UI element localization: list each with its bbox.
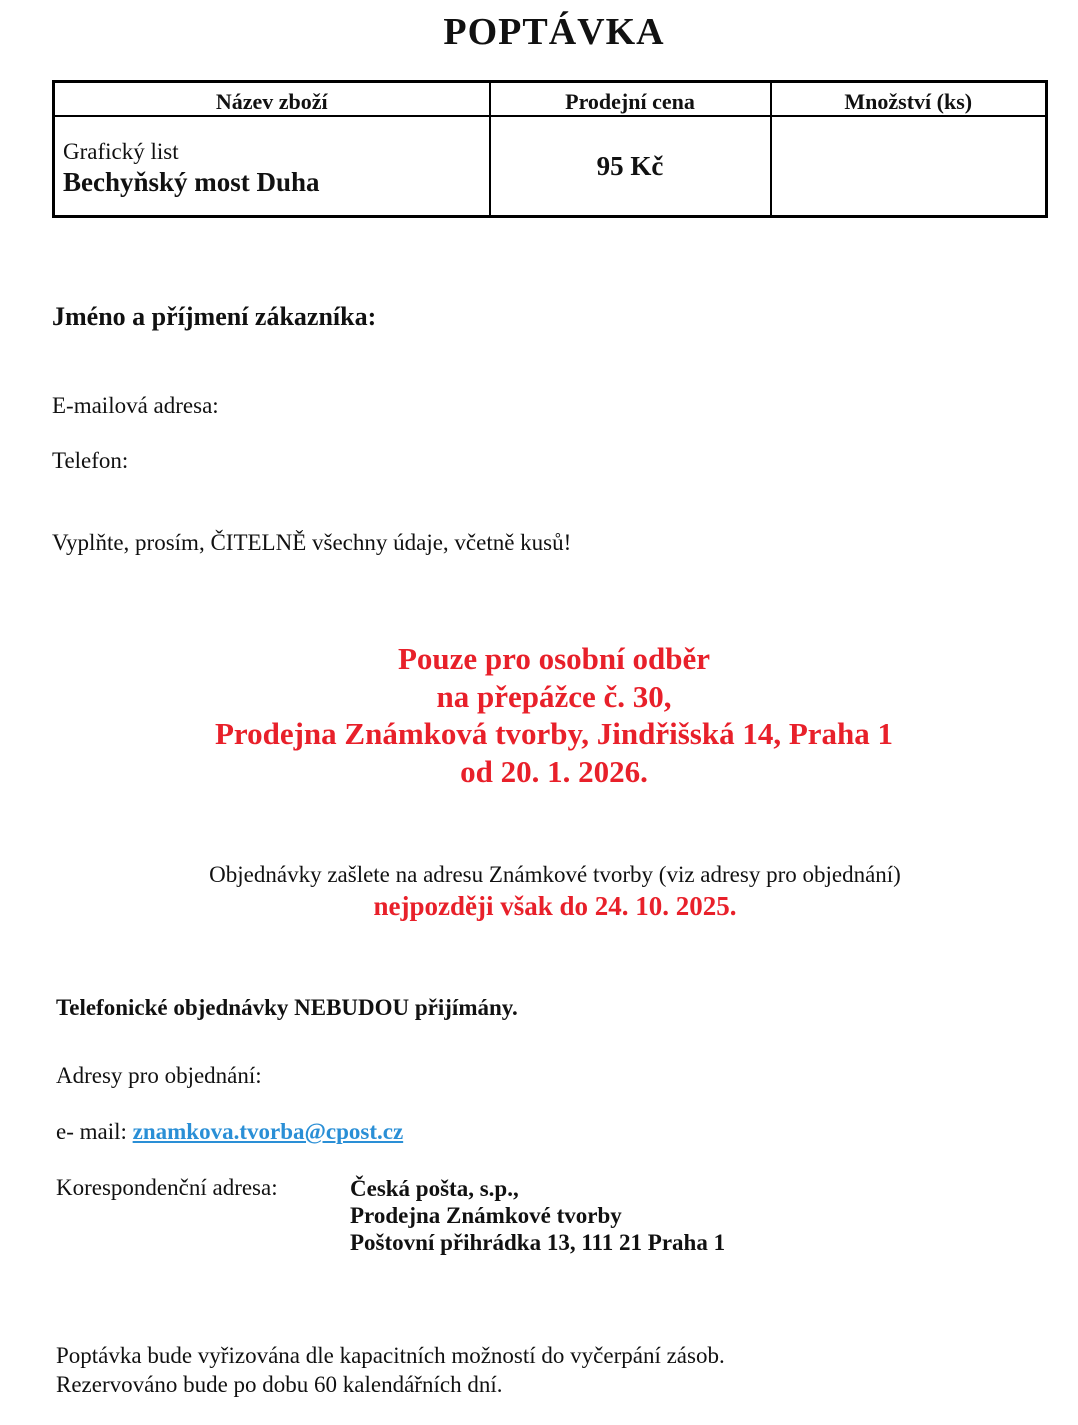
table-row bbox=[54, 116, 1047, 217]
email-label: E-mailová adresa: bbox=[52, 393, 219, 418]
email-row bbox=[56, 1119, 403, 1145]
orders-send-text: Objednávky zašlete na adresu Známkové tvorby (viz adresy pro objednání) bbox=[209, 862, 901, 887]
pickup-notice bbox=[0, 640, 1078, 790]
phone-label: Telefon: bbox=[52, 448, 129, 473]
customer-name-label: Jméno a příjmení zákazníka: bbox=[52, 302, 377, 331]
footer-line-1: Poptávka bude vyřizována dle kapacitních možností do vyčerpání zásob. bbox=[56, 1343, 725, 1368]
pickup-line-2: na přepážce č. 30, bbox=[436, 678, 672, 714]
email-prefix: e- mail: bbox=[56, 1119, 127, 1144]
email-link[interactable]: znamkova.tvorba@cpost.cz bbox=[132, 1119, 404, 1144]
item-type: Grafický list bbox=[63, 138, 179, 164]
phone-orders-notice: Telefonické objednávky NEBUDOU přijímány. bbox=[56, 995, 518, 1020]
column-header-name: Název zboží bbox=[54, 82, 490, 117]
correspondence-address bbox=[350, 1175, 725, 1256]
column-header-quantity: Množství (ks) bbox=[771, 82, 1047, 117]
product-table bbox=[52, 80, 1048, 218]
pickup-line-3: Prodejna Známková tvorby, Jindřišská 14, Praha 1 bbox=[214, 716, 894, 751]
item-cell bbox=[54, 116, 490, 217]
address-line-1: Česká pošta, s.p., bbox=[350, 1176, 519, 1201]
fill-instruction: Vyplňte, prosím, ČITELNĚ všechny údaje, včetně kusů! bbox=[52, 530, 572, 555]
page-title: POPTÁVKA bbox=[443, 11, 665, 53]
pickup-line-1: Pouze pro osobní odběr bbox=[397, 641, 711, 676]
footer-line-2: Rezervováno bude po dobu 60 kalendářních dní. bbox=[56, 1372, 503, 1397]
quantity-cell[interactable] bbox=[771, 116, 1047, 217]
item-name: Bechyňský most Duha bbox=[63, 166, 320, 197]
deadline-text: nejpozději však do 24. 10. 2025. bbox=[373, 891, 737, 921]
pickup-line-4: od 20. 1. 2026. bbox=[460, 753, 648, 789]
table-header-row bbox=[54, 82, 1047, 117]
correspondence-label: Korespondenční adresa: bbox=[56, 1175, 278, 1200]
price-cell: 95 Kč bbox=[490, 116, 771, 217]
address-line-2: Prodejna Známkové tvorby bbox=[350, 1203, 622, 1228]
column-header-price: Prodejní cena bbox=[490, 82, 771, 117]
footer-note bbox=[56, 1341, 725, 1399]
address-line-3: Poštovní přihrádka 13, 111 21 Praha 1 bbox=[350, 1230, 726, 1255]
addresses-label: Adresy pro objednání: bbox=[56, 1063, 262, 1088]
